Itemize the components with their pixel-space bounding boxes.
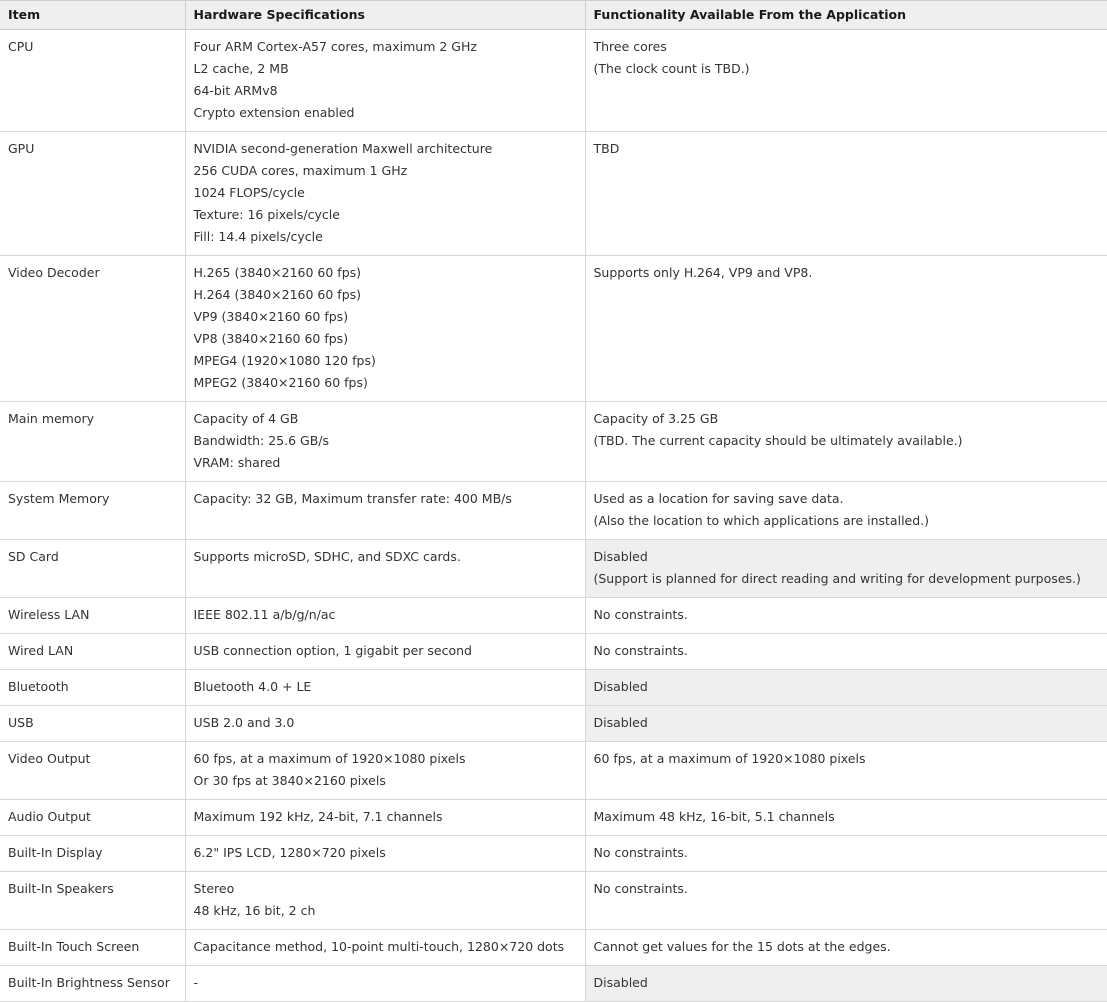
cell-item-text: Video Decoder xyxy=(8,265,100,280)
cell-item xyxy=(0,482,185,540)
cell-hardware-line: H.265 (3840×2160 60 fps) xyxy=(193,265,362,280)
cell-hardware-specifications xyxy=(185,540,585,598)
cell-item xyxy=(0,966,185,1002)
cell-item-text: Bluetooth xyxy=(8,679,69,694)
cell-item xyxy=(0,670,185,706)
cell-item xyxy=(0,872,185,930)
cell-hardware-line: VRAM: shared xyxy=(193,455,281,470)
cell-item-text: SD Card xyxy=(8,549,59,564)
cell-functionality xyxy=(585,634,1107,670)
cell-hardware-line: H.264 (3840×2160 60 fps) xyxy=(193,287,362,302)
cell-item xyxy=(0,634,185,670)
cell-hardware-specifications xyxy=(185,836,585,872)
cell-hardware-specifications xyxy=(185,872,585,930)
cell-functionality-line: Cannot get values for the 15 dots at the edges. xyxy=(593,939,891,954)
cell-hardware-line: NVIDIA second-generation Maxwell architecture xyxy=(193,141,493,156)
cell-hardware-line: IEEE 802.11 a/b/g/n/ac xyxy=(193,607,336,622)
table-row xyxy=(0,598,1107,634)
table-row xyxy=(0,930,1107,966)
cell-functionality-line: Disabled xyxy=(593,715,648,730)
cell-item xyxy=(0,132,185,256)
cell-functionality-line: Supports only H.264, VP9 and VP8. xyxy=(593,265,813,280)
cell-functionality xyxy=(585,670,1107,706)
cell-hardware-line: Bandwidth: 25.6 GB/s xyxy=(193,433,330,448)
table-row xyxy=(0,256,1107,402)
cell-hardware-line: Capacitance method, 10-point multi-touch, 1280×720 dots xyxy=(193,939,565,954)
cell-item-text: Built-In Speakers xyxy=(8,881,114,896)
cell-functionality-line: Three cores xyxy=(593,39,667,54)
cell-functionality-line: Disabled xyxy=(593,679,648,694)
cell-functionality xyxy=(585,598,1107,634)
cell-hardware-specifications xyxy=(185,402,585,482)
cell-hardware-line: 48 kHz, 16 bit, 2 ch xyxy=(193,903,316,918)
cell-hardware-specifications xyxy=(185,706,585,742)
cell-hardware-line: USB connection option, 1 gigabit per second xyxy=(193,643,472,658)
cell-hardware-line: Capacity: 32 GB, Maximum transfer rate: 400 MB/s xyxy=(193,491,512,506)
cell-hardware-line: MPEG2 (3840×2160 60 fps) xyxy=(193,375,368,390)
table-header xyxy=(0,1,1107,30)
cell-functionality-line: Used as a location for saving save data. xyxy=(593,491,844,506)
cell-functionality-line: (The clock count is TBD.) xyxy=(593,61,750,76)
cell-item-text: Audio Output xyxy=(8,809,91,824)
cell-hardware-specifications xyxy=(185,966,585,1002)
cell-item xyxy=(0,706,185,742)
cell-functionality xyxy=(585,132,1107,256)
table-row xyxy=(0,872,1107,930)
cell-item-text: Built-In Display xyxy=(8,845,103,860)
cell-functionality-line: Capacity of 3.25 GB xyxy=(593,411,719,426)
cell-item-text: Wireless LAN xyxy=(8,607,90,622)
cell-item-text: Wired LAN xyxy=(8,643,74,658)
cell-functionality xyxy=(585,930,1107,966)
cell-item xyxy=(0,836,185,872)
cell-hardware-specifications xyxy=(185,930,585,966)
cell-functionality xyxy=(585,706,1107,742)
cell-functionality xyxy=(585,836,1107,872)
cell-item-text: Built-In Touch Screen xyxy=(8,939,140,954)
cell-hardware-specifications xyxy=(185,598,585,634)
cell-hardware-specifications xyxy=(185,670,585,706)
table-row xyxy=(0,706,1107,742)
cell-functionality xyxy=(585,872,1107,930)
cell-item xyxy=(0,598,185,634)
cell-item xyxy=(0,402,185,482)
cell-functionality xyxy=(585,540,1107,598)
cell-hardware-specifications xyxy=(185,132,585,256)
table-row xyxy=(0,482,1107,540)
cell-hardware-line: - xyxy=(193,975,199,990)
cell-item xyxy=(0,930,185,966)
cell-item-text: CPU xyxy=(8,39,34,54)
cell-hardware-line: 60 fps, at a maximum of 1920×1080 pixels xyxy=(193,751,466,766)
cell-functionality-line: TBD xyxy=(593,141,620,156)
column-header-item: Item xyxy=(0,1,185,30)
cell-functionality xyxy=(585,402,1107,482)
table-row xyxy=(0,30,1107,132)
cell-hardware-specifications xyxy=(185,800,585,836)
cell-functionality-line: No constraints. xyxy=(593,845,688,860)
cell-item-text: GPU xyxy=(8,141,35,156)
table-header-row xyxy=(0,1,1107,30)
cell-functionality-line: 60 fps, at a maximum of 1920×1080 pixels xyxy=(593,751,866,766)
cell-hardware-specifications xyxy=(185,30,585,132)
cell-hardware-line: VP9 (3840×2160 60 fps) xyxy=(193,309,349,324)
cell-hardware-line: 64-bit ARMv8 xyxy=(193,83,278,98)
cell-hardware-line: Maximum 192 kHz, 24-bit, 7.1 channels xyxy=(193,809,443,824)
table-row xyxy=(0,966,1107,1002)
cell-hardware-line: USB 2.0 and 3.0 xyxy=(193,715,295,730)
table-row xyxy=(0,132,1107,256)
cell-item xyxy=(0,742,185,800)
cell-item-text: USB xyxy=(8,715,34,730)
column-header-hardware-specifications: Hardware Specifications xyxy=(185,1,585,30)
table-row xyxy=(0,836,1107,872)
cell-functionality-line: No constraints. xyxy=(593,881,688,896)
cell-item xyxy=(0,540,185,598)
cell-functionality-line: No constraints. xyxy=(593,643,688,658)
table-row xyxy=(0,402,1107,482)
column-header-functionality: Functionality Available From the Application xyxy=(585,1,1107,30)
cell-functionality xyxy=(585,30,1107,132)
cell-functionality xyxy=(585,800,1107,836)
cell-item-text: Main memory xyxy=(8,411,95,426)
cell-functionality xyxy=(585,256,1107,402)
cell-hardware-line: Or 30 fps at 3840×2160 pixels xyxy=(193,773,386,788)
cell-hardware-specifications xyxy=(185,482,585,540)
cell-hardware-line: Crypto extension enabled xyxy=(193,105,355,120)
cell-functionality-line: (Support is planned for direct reading and writing for development purposes.) xyxy=(593,571,1081,586)
cell-item xyxy=(0,800,185,836)
cell-functionality xyxy=(585,742,1107,800)
cell-hardware-line: L2 cache, 2 MB xyxy=(193,61,289,76)
cell-item-text: Built-In Brightness Sensor xyxy=(8,975,170,990)
table-row xyxy=(0,742,1107,800)
cell-hardware-line: 6.2" IPS LCD, 1280×720 pixels xyxy=(193,845,386,860)
cell-hardware-line: Bluetooth 4.0 + LE xyxy=(193,679,312,694)
cell-functionality-line: (TBD. The current capacity should be ultimately available.) xyxy=(593,433,963,448)
cell-hardware-line: VP8 (3840×2160 60 fps) xyxy=(193,331,349,346)
cell-functionality-line: (Also the location to which applications are installed.) xyxy=(593,513,930,528)
cell-hardware-line: 1024 FLOPS/cycle xyxy=(193,185,305,200)
table-row xyxy=(0,634,1107,670)
cell-item-text: Video Output xyxy=(8,751,91,766)
cell-functionality xyxy=(585,966,1107,1002)
cell-hardware-specifications xyxy=(185,256,585,402)
table-body xyxy=(0,30,1107,1002)
cell-hardware-line: Capacity of 4 GB xyxy=(193,411,299,426)
cell-functionality-line: Maximum 48 kHz, 16-bit, 5.1 channels xyxy=(593,809,835,824)
cell-item-text: System Memory xyxy=(8,491,110,506)
cell-hardware-line: Stereo xyxy=(193,881,235,896)
cell-hardware-line: Four ARM Cortex-A57 cores, maximum 2 GHz xyxy=(193,39,477,54)
table-row xyxy=(0,800,1107,836)
cell-hardware-line: 256 CUDA cores, maximum 1 GHz xyxy=(193,163,408,178)
table-row xyxy=(0,540,1107,598)
cell-functionality-line: No constraints. xyxy=(593,607,688,622)
cell-hardware-line: Fill: 14.4 pixels/cycle xyxy=(193,229,323,244)
cell-hardware-line: MPEG4 (1920×1080 120 fps) xyxy=(193,353,376,368)
cell-functionality-line: Disabled xyxy=(593,549,648,564)
cell-item xyxy=(0,30,185,132)
cell-item xyxy=(0,256,185,402)
cell-hardware-specifications xyxy=(185,634,585,670)
cell-functionality xyxy=(585,482,1107,540)
cell-hardware-line: Supports microSD, SDHC, and SDXC cards. xyxy=(193,549,461,564)
cell-functionality-line: Disabled xyxy=(593,975,648,990)
table-row xyxy=(0,670,1107,706)
cell-hardware-line: Texture: 16 pixels/cycle xyxy=(193,207,340,222)
cell-hardware-specifications xyxy=(185,742,585,800)
